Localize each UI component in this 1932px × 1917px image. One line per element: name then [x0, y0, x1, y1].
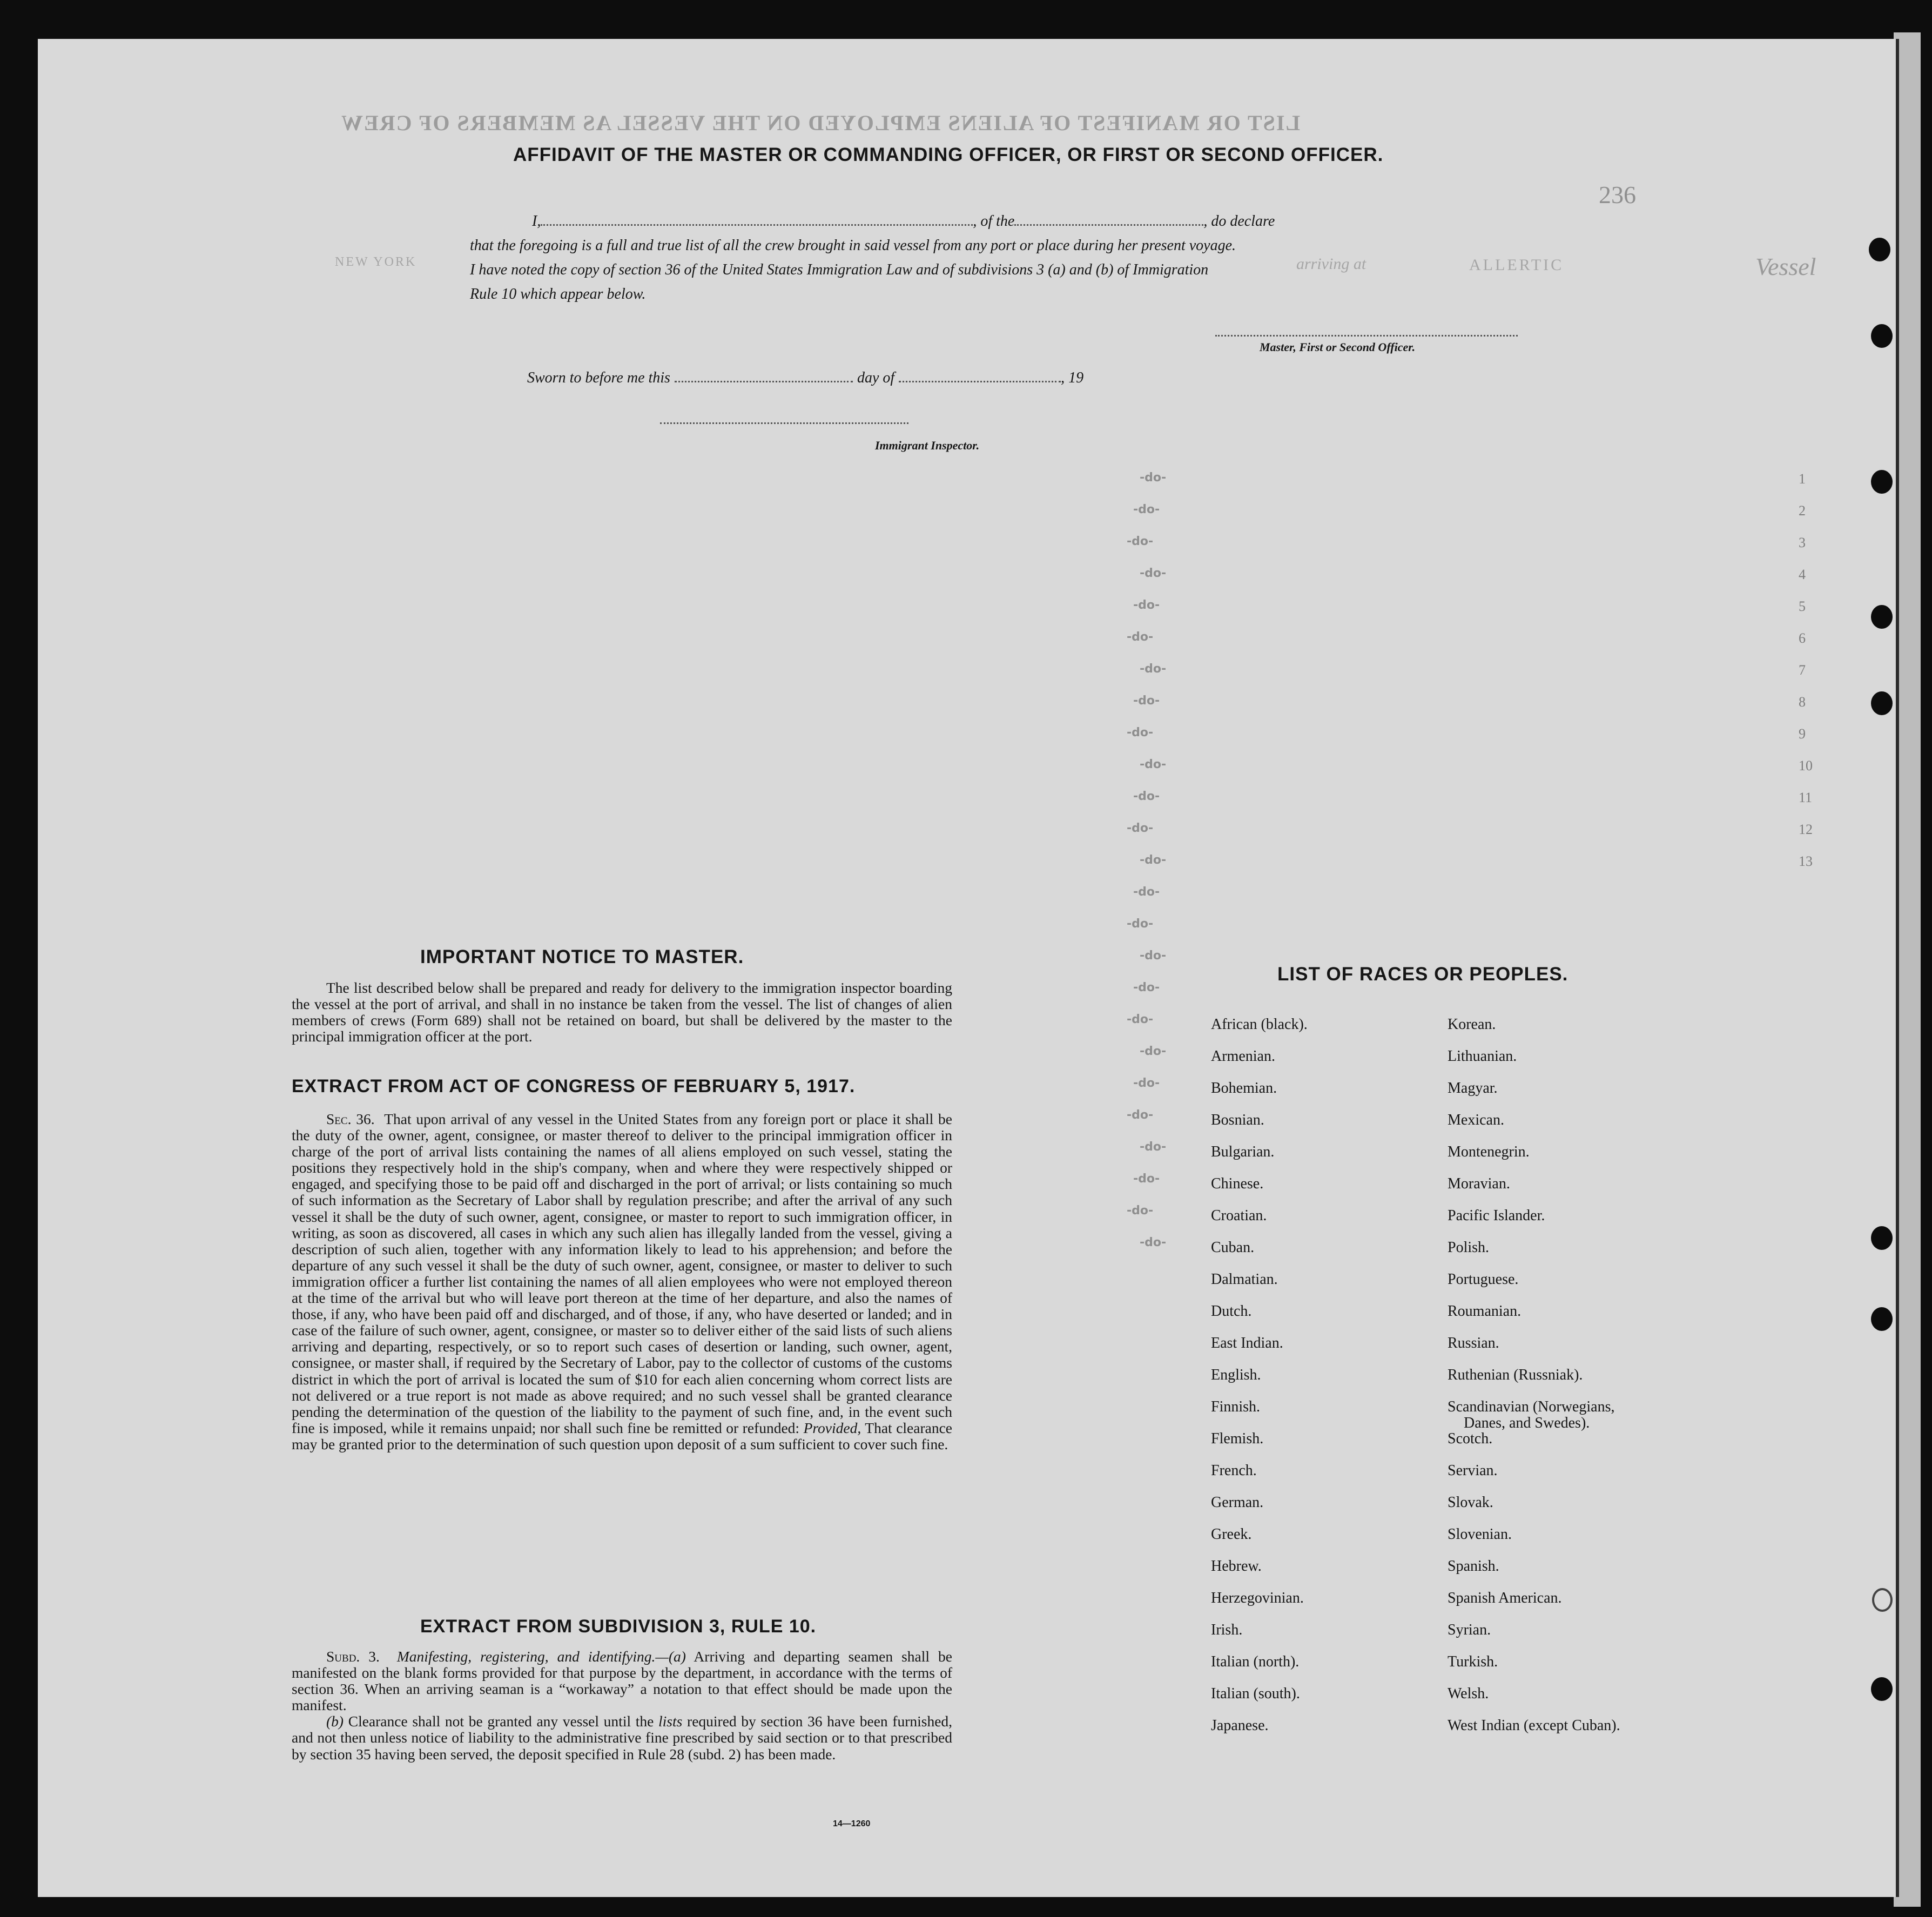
ledger-dash-mark: -do-: [1127, 726, 1154, 739]
race-left-item: Dutch.: [1211, 1303, 1252, 1320]
ledger-row-number: 10: [1799, 758, 1813, 773]
declaration-line-2: that the foregoing is a full and true list of all the crew brought in said vessel from any port or place during her present voyage.: [470, 237, 1236, 254]
section-36-paragraph: [292, 1111, 952, 1452]
race-right-item: Moravian.: [1448, 1175, 1510, 1192]
section-text-b: That clearance may be granted prior to the determination of such question upon deposit of a sum sufficient to cover such fine.: [292, 1419, 952, 1452]
sworn-day-blank[interactable]: [675, 381, 853, 382]
declaration-line-3: I have noted the copy of section 36 of the United States Immigration Law and of subdivisions 3 (a) and (b) of Immigration: [470, 261, 1209, 278]
ledger-row-number: 9: [1799, 726, 1806, 742]
subdivision-a-text: Arriving and departing seamen shall be manifested on the blank forms provided for that purpose by the department, in accordance with the terms of section 36. When an arriving seaman is a “workaway” a notation to that effect should be made upon the manifest.: [292, 1648, 952, 1714]
bleed-through-form-number: 236: [1599, 181, 1636, 208]
name-blank[interactable]: [541, 224, 973, 226]
sworn-before: Sworn to before me this: [527, 369, 670, 386]
race-left-item: Armenian.: [1211, 1048, 1275, 1065]
race-left-item: Irish.: [1211, 1622, 1243, 1638]
race-right-item: Pacific Islander.: [1448, 1207, 1545, 1224]
declaration-line-1: [532, 213, 1275, 230]
sworn-year: , 19: [1061, 369, 1084, 386]
bleed-through-vessel-name: ALLERTIC: [1469, 256, 1564, 274]
race-left-item: French.: [1211, 1462, 1257, 1479]
race-left-item: English.: [1211, 1367, 1261, 1383]
ledger-dash-mark: -do-: [1140, 662, 1167, 676]
punch-hole: [1871, 324, 1893, 348]
ledger-dash-mark: -do-: [1133, 694, 1160, 708]
race-right-item: Montenegrin.: [1448, 1144, 1530, 1160]
affidavit-title: AFFIDAVIT OF THE MASTER OR COMMANDING OFFICER, OR FIRST OR SECOND OFFICER.: [513, 144, 1384, 165]
subdivision-a-paragraph: [292, 1649, 952, 1713]
punch-hole: [1871, 691, 1893, 715]
race-right-item: West Indian (except Cuban).: [1448, 1717, 1620, 1734]
race-left-item: African (black).: [1211, 1016, 1308, 1033]
race-left-item: Herzegovinian.: [1211, 1590, 1304, 1606]
ledger-row-number: 11: [1799, 790, 1813, 805]
race-right-item: Turkish.: [1448, 1653, 1498, 1670]
race-left-item: Italian (north).: [1211, 1653, 1300, 1670]
punch-hole-open: [1872, 1588, 1893, 1612]
punch-hole: [1871, 1226, 1893, 1250]
ledger-dash-mark: -do-: [1133, 503, 1160, 516]
ledger-dash-mark: -do-: [1127, 1108, 1154, 1122]
ledger-dash-mark: -do-: [1140, 1236, 1167, 1249]
race-left-item: Croatian.: [1211, 1207, 1267, 1224]
notice-paragraph: The list described below shall be prepared and ready for delivery to the immigration inspector boarding the vessel at the port of arrival, and shall in no instance be taken from the vessel. The list of changes of alien members of crews (Form 689) shall not be retained on board, but shall be delivered by the master to the principal immigration officer at the port.: [292, 979, 952, 1045]
bleed-through-arriving-label: arriving at: [1296, 255, 1366, 273]
race-right-item: Polish.: [1448, 1239, 1490, 1256]
race-right-item: Magyar.: [1448, 1080, 1498, 1097]
race-right-item: Spanish.: [1448, 1558, 1499, 1575]
master-signature-caption: Master, First or Second Officer.: [1260, 340, 1416, 354]
ledger-dash-mark: -do-: [1140, 1140, 1167, 1154]
race-right-item: Roumanian.: [1448, 1303, 1522, 1320]
race-right-item: Russian.: [1448, 1335, 1499, 1351]
subdivision-heading: Manifesting, registering, and identifying.: [396, 1648, 656, 1665]
race-right-item: Slovenian.: [1448, 1526, 1512, 1543]
document-page: [38, 39, 1899, 1897]
sworn-month-blank[interactable]: [899, 381, 1061, 382]
ledger-dash-mark: -do-: [1133, 1172, 1160, 1186]
race-left-item: German.: [1211, 1494, 1264, 1511]
ledger-row-number: 8: [1799, 694, 1806, 710]
bleed-through-manifest-title: LIST OR MANIFEST OF ALIENS EMPLOYED ON THE VESSEL AS MEMBERS OF CREW: [340, 111, 1301, 135]
rule-extract-text: [292, 1649, 952, 1763]
race-right-item: Scotch.: [1448, 1430, 1493, 1447]
ledger-dash-mark: -do-: [1127, 822, 1154, 835]
ledger-dash-mark: -do-: [1140, 758, 1167, 771]
sworn-day-of: day of: [857, 369, 895, 386]
race-left-item: Italian (south).: [1211, 1685, 1300, 1702]
ledger-row-number: 2: [1799, 503, 1806, 519]
ledger-dash-mark: -do-: [1133, 598, 1160, 612]
race-right-item: Mexican.: [1448, 1112, 1504, 1128]
section-text-a: That upon arrival of any vessel in the United States from any foreign port or place it shall be the duty of the owner, agent, consignee, or master thereof to deliver to the principal immigration officer in charge of the port of arrival lists containing the names of all aliens employed on such vessel, stating the positions they respectively hold in the ship's company, when and where they were respectively shipped or engaged, and specifying those to be paid off and discharged in the port of arrival; or lists containing so much of such information as the Secretary of Labor shall by regulation prescribe; and after the arrival of any such vessel it shall be the duty of such owner, agent, consignee, or master to report to such immigration officer, in writing, as soon as discovered, all cases in which any such alien has illegally landed from the vessel, giving a description of such alien, together with any information likely to lead to his apprehension; and before the departure of any such vessel it shall be the duty of such owner, agent, consignee, or master to deliver to such immigration officer a further list containing the names of all alien employees who were not employed thereon at the time of the arrival but who will leave port thereon at the time of her departure, and also the names of those, if any, who have been paid off and discharged, and of those, if any, who have deserted or landed; and in case of the failure of such owner, agent, consignee, or master so to deliver either of the said lists of such aliens arriving and departing, respectively, or so to report such cases of desertion or landing, such owner, agent, consignee, or master shall, if required by the Secretary of Labor, pay to the collector of customs of the customs district in which the port of arrival is located the sum of $10 for each alien concerning whom correct lists are not delivered or a true report is not made as above required; and no such vessel shall be granted clearance pending the determination of the question of the liability to the payment of such fine, and, in the event such fine is imposed, while it remains unpaid; nor shall such fine be remitted or refunded:: [292, 1111, 952, 1436]
ledger-row-number: 5: [1799, 598, 1806, 614]
ledger-dash-mark: -do-: [1133, 885, 1160, 899]
race-left-item: Flemish.: [1211, 1430, 1264, 1447]
punch-hole: [1871, 605, 1893, 629]
subdivision-label: Subd. 3.: [326, 1648, 380, 1665]
race-right-item: Welsh.: [1448, 1685, 1489, 1702]
race-right-item: Ruthenian (Russniak).: [1448, 1367, 1583, 1383]
race-left-item: Bosnian.: [1211, 1112, 1264, 1128]
race-right-item-continuation: Danes, and Swedes).: [1464, 1415, 1590, 1431]
ledger-dash-mark: -do-: [1140, 853, 1167, 867]
race-right-item: Lithuanian.: [1448, 1048, 1517, 1065]
ledger-row-number: 12: [1799, 822, 1813, 837]
notice-title: IMPORTANT NOTICE TO MASTER.: [420, 946, 744, 967]
ledger-dash-mark: -do-: [1127, 1013, 1154, 1026]
declaration-of-the: , of the: [973, 213, 1015, 230]
notice-text: [292, 980, 952, 1045]
declaration-do-declare: , do declare: [1203, 213, 1275, 230]
ledger-row-number: 13: [1799, 853, 1813, 869]
subdivision-b-lists: lists: [658, 1713, 683, 1730]
ledger-dash-mark: -do-: [1133, 790, 1160, 803]
declaration-line-4: Rule 10 which appear below.: [470, 286, 646, 302]
punch-hole: [1871, 1307, 1893, 1331]
ledger-dash-mark: -do-: [1140, 567, 1167, 580]
race-right-item: Korean.: [1448, 1016, 1496, 1033]
subdivision-a-marker: —(a): [655, 1648, 686, 1665]
races-title: LIST OF RACES OR PEOPLES.: [1277, 964, 1569, 985]
ledger-dash-mark: -do-: [1127, 917, 1154, 931]
race-left-item: Dalmatian.: [1211, 1271, 1278, 1288]
declaration-i: I,: [532, 213, 541, 230]
race-left-item: Chinese.: [1211, 1175, 1264, 1192]
race-right-item: Spanish American.: [1448, 1590, 1562, 1606]
ledger-dash-mark: -do-: [1127, 1204, 1154, 1218]
ledger-dash-mark: -do-: [1140, 471, 1167, 485]
ledger-dash-mark: -do-: [1127, 535, 1154, 548]
rule-extract-title: EXTRACT FROM SUBDIVISION 3, RULE 10.: [420, 1616, 817, 1637]
ledger-row-number: 6: [1799, 630, 1806, 646]
race-left-item: Hebrew.: [1211, 1558, 1262, 1575]
punch-hole: [1871, 1677, 1893, 1701]
bleed-through-port-name: NEW YORK: [335, 255, 417, 269]
race-left-item: Greek.: [1211, 1526, 1252, 1543]
race-right-item: Servian.: [1448, 1462, 1498, 1479]
bleed-through-vessel-label: Vessel: [1755, 253, 1816, 280]
vessel-blank[interactable]: [1014, 224, 1203, 226]
ledger-dash-mark: -do-: [1133, 981, 1160, 994]
race-right-item: Scandinavian (Norwegians,: [1448, 1398, 1615, 1415]
ledger-dash-mark: -do-: [1133, 1077, 1160, 1090]
master-signature-line[interactable]: [1215, 335, 1518, 337]
form-code: 14—1260: [833, 1819, 871, 1828]
inspector-signature-line[interactable]: [660, 422, 908, 424]
section-provided: Provided,: [803, 1419, 861, 1436]
subdivision-b-marker: (b): [326, 1713, 344, 1730]
race-right-item: Syrian.: [1448, 1622, 1491, 1638]
race-right-item: Portuguese.: [1448, 1271, 1519, 1288]
act-extract-title: EXTRACT FROM ACT OF CONGRESS OF FEBRUARY 5, 1917.: [292, 1076, 856, 1097]
ledger-row-number: 7: [1799, 662, 1806, 678]
race-left-item: Bulgarian.: [1211, 1144, 1275, 1160]
subdivision-b-text-1: Clearance shall not be granted any vessel until the: [348, 1713, 654, 1730]
ledger-dash-mark: -do-: [1140, 949, 1167, 963]
race-left-item: Bohemian.: [1211, 1080, 1277, 1097]
ledger-row-number: 1: [1799, 471, 1806, 487]
race-left-item: Finnish.: [1211, 1398, 1261, 1415]
sworn-line: [527, 369, 1083, 387]
ledger-row-number: 3: [1799, 535, 1806, 550]
race-right-item: Slovak.: [1448, 1494, 1493, 1511]
race-left-item: East Indian.: [1211, 1335, 1283, 1351]
subdivision-b-text-2: required by section 36 have been furnished, and not then unless notice of liability to the administrative fine prescribed by said section or to that prescribed by section 35 having been served, the deposit specified in Rule 28 (subd. 2) has been made.: [292, 1713, 953, 1763]
punch-hole: [1869, 238, 1890, 261]
section-label: Sec. 36.: [326, 1111, 375, 1127]
race-left-item: Japanese.: [1211, 1717, 1269, 1734]
ledger-dash-mark: -do-: [1127, 630, 1154, 644]
inspector-signature-caption: Immigrant Inspector.: [875, 439, 980, 452]
punch-hole: [1871, 470, 1893, 494]
ledger-row-number: 4: [1799, 567, 1806, 582]
ledger-dash-mark: -do-: [1140, 1045, 1167, 1058]
subdivision-b-paragraph: [292, 1713, 952, 1762]
act-extract-text: [292, 1111, 952, 1452]
race-left-item: Cuban.: [1211, 1239, 1255, 1256]
